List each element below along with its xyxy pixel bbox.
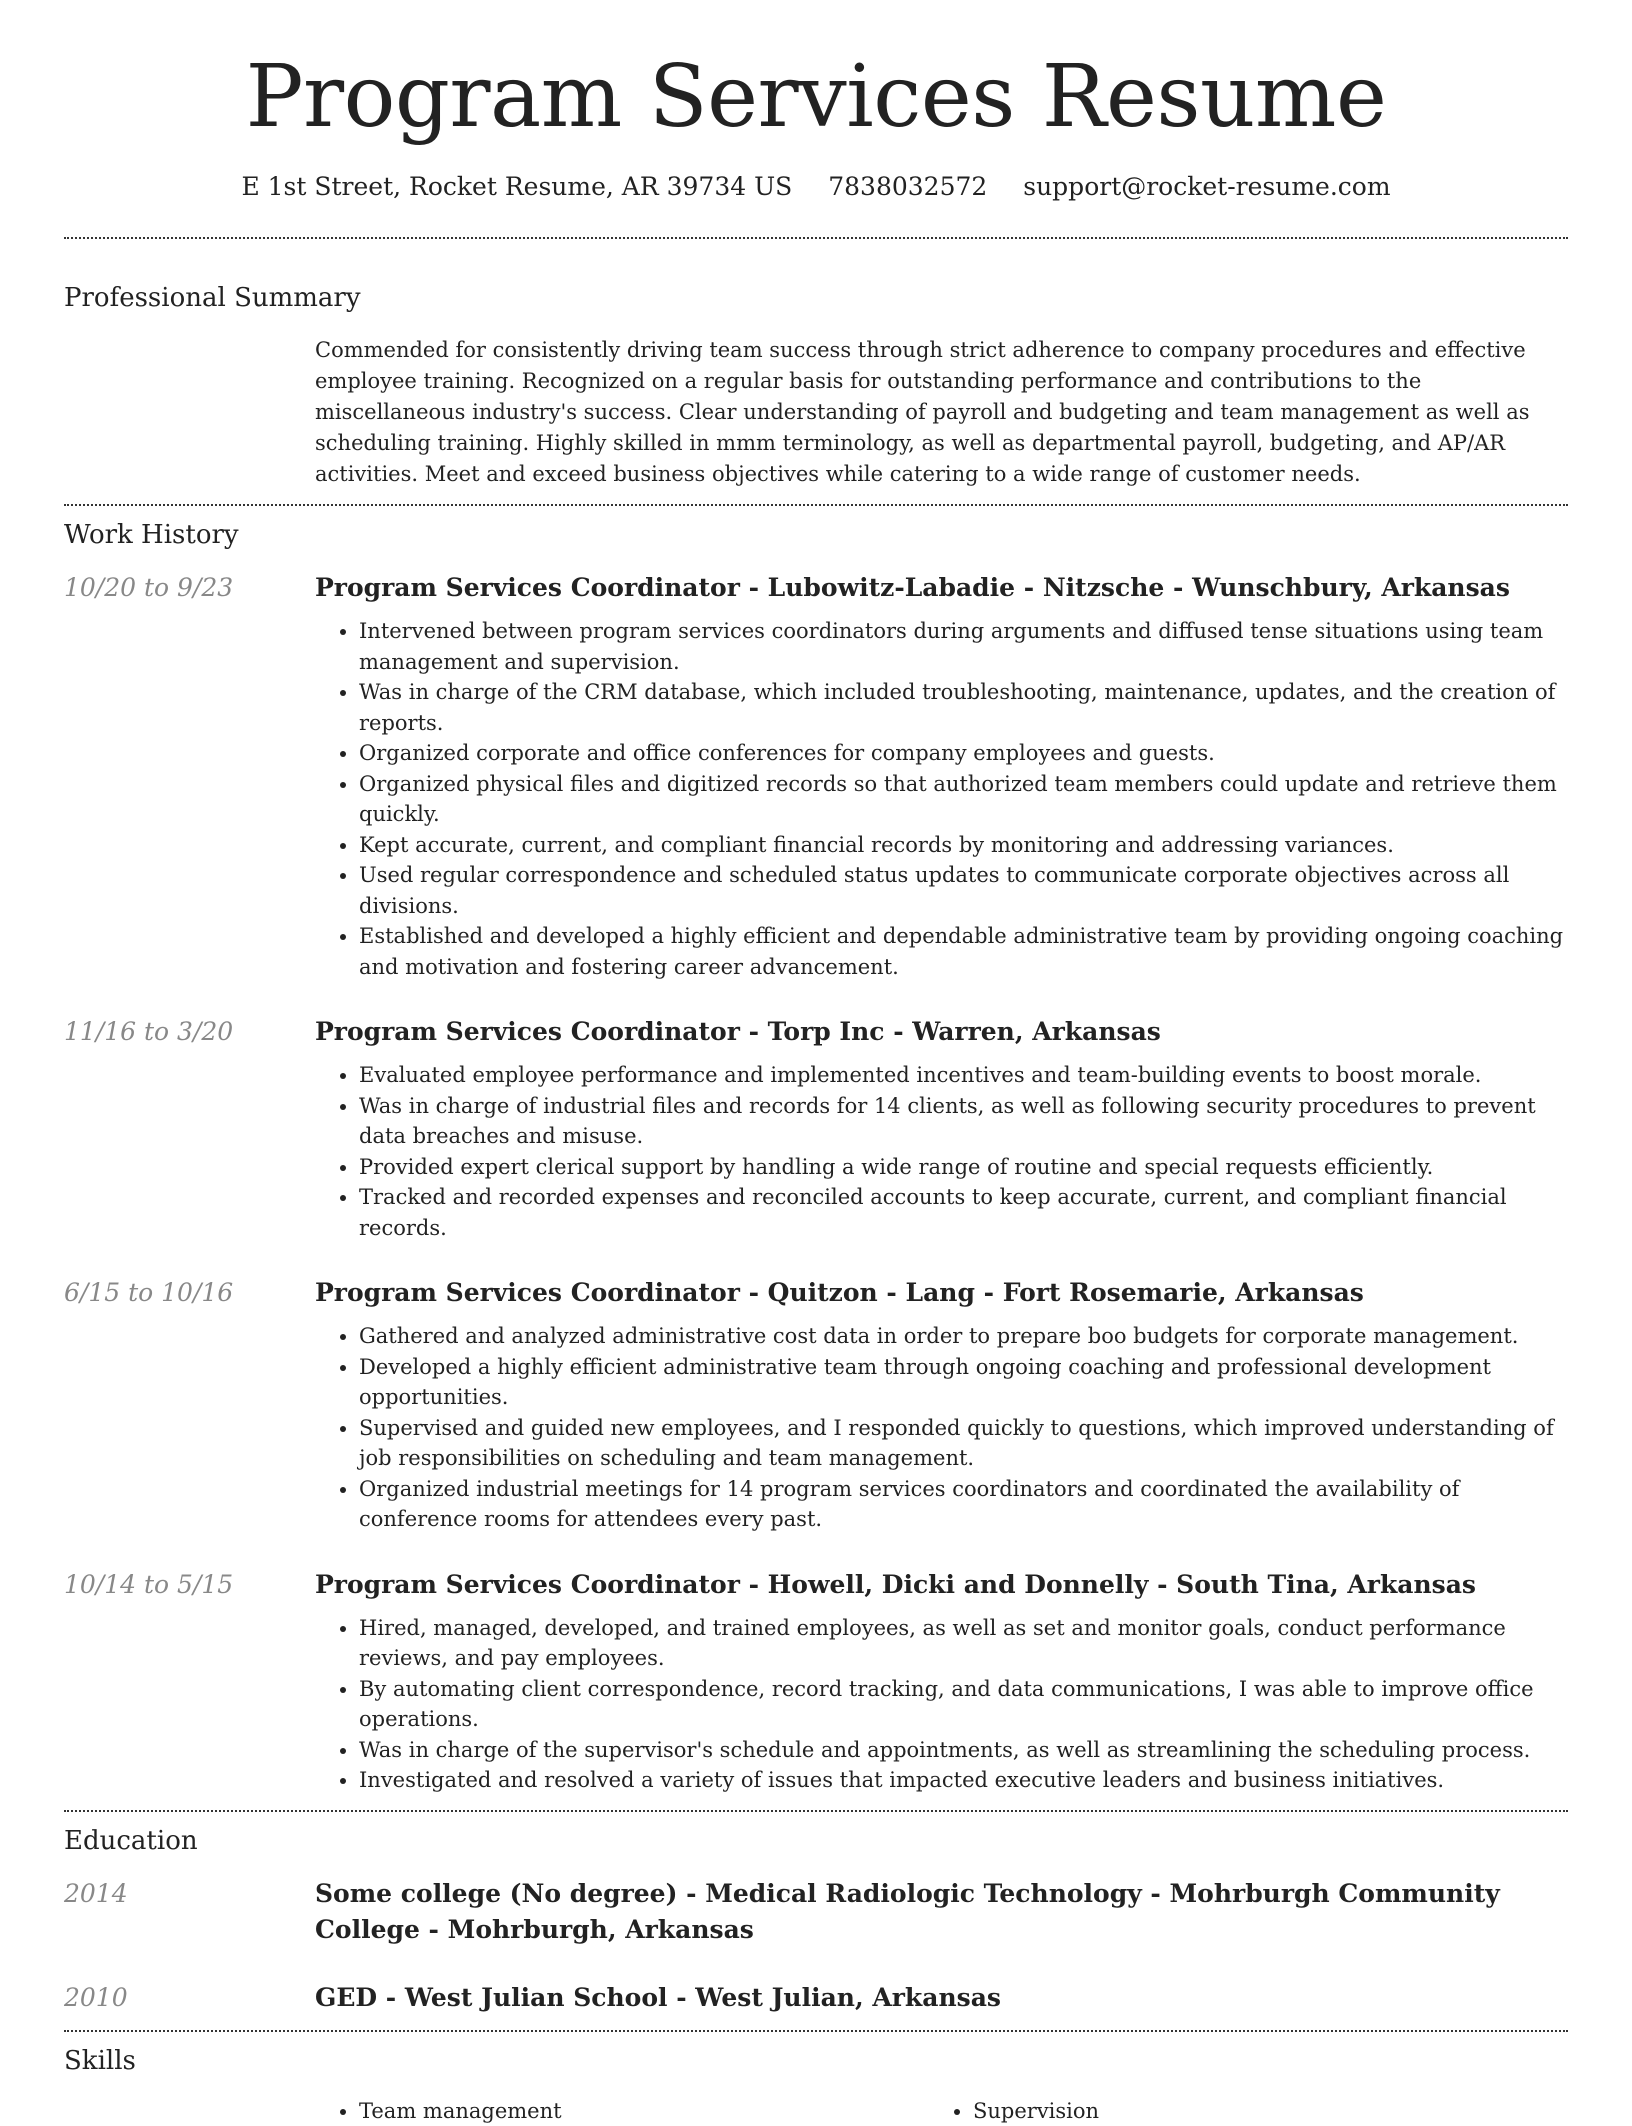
job-dates: 10/20 to 9/23 (64, 573, 234, 602)
job-entry (64, 1014, 1568, 1243)
job-title: Program Services Coordinator - Quitzon - Lang - Fort Rosemarie, Arkansas (315, 1278, 1364, 1307)
list-item: • Organized industrial meetings for 14 program services coordinators and coordinated the availability of conference rooms for attendees every past. (359, 1474, 1568, 1535)
work-history-section (64, 506, 1568, 1796)
summary-section (64, 239, 1568, 490)
skill-item: • Supervision (973, 2096, 1543, 2126)
list-item: • Investigated and resolved a variety of issues that impacted executive leaders and business initiatives. (359, 1765, 1568, 1796)
list-item: • Hired, managed, developed, and trained employees, as well as set and monitor goals, conduct performance reviews, and pay employees. (359, 1613, 1568, 1674)
list-item: • Organized physical files and digitized records so that authorized team members could update and retrieve them quickly. (359, 769, 1568, 830)
skills-section (64, 2032, 1568, 2126)
job-title: Program Services Coordinator - Lubowitz-Labadie - Nitzsche - Wunschbury, Arkansas (315, 573, 1510, 602)
list-item: • Developed a highly efficient administrative team through ongoing coaching and professional development opportunities. (359, 1352, 1568, 1413)
list-item: • Supervised and guided new employees, and I responded quickly to questions, which improved understanding of job responsibilities on scheduling and team management. (359, 1413, 1568, 1474)
section-title-education: Education (64, 1825, 198, 1856)
skills-list-left (315, 2096, 929, 2126)
summary-text: Commended for consistently driving team success through strict adherence to company procedures and effective employee training. Recognized on a regular basis for outstanding performance and contributions to the miscellaneous industry's success. Clear understanding of payroll and budgeting and team management as well as scheduling training. Highly skilled in mmm terminology, as well as departmental payroll, budgeting, and AP/AR activities. Meet and exceed business objectives while catering to a wide range of customer needs. (315, 338, 1530, 486)
list-item: • Used regular correspondence and scheduled status updates to communicate corporate objectives across all divisions. (359, 860, 1568, 921)
list-item: • Tracked and recorded expenses and reconciled accounts to keep accurate, current, and compliant financial records. (359, 1182, 1568, 1243)
education-year: 2014 (64, 1878, 128, 1908)
job-entry (64, 1567, 1568, 1796)
job-bullets (315, 616, 1568, 982)
list-item: • Established and developed a highly efficient and dependable administrative team by providing ongoing coaching and motivation and fostering career advancement. (359, 921, 1568, 982)
list-item: • Gathered and analyzed administrative cost data in order to prepare boo budgets for corporate management. (359, 1321, 1568, 1352)
job-bullets (315, 1613, 1568, 1796)
job-dates: 6/15 to 10/16 (64, 1278, 234, 1307)
job-bullets (315, 1321, 1568, 1535)
job-dates: 10/14 to 5/15 (64, 1569, 234, 1599)
job-title: Program Services Coordinator - Torp Inc - Warren, Arkansas (315, 1017, 1161, 1046)
list-item: • Evaluated employee performance and implemented incentives and team-building events to boost morale. (359, 1060, 1568, 1091)
contact-line (64, 174, 1568, 199)
list-item: • By automating client correspondence, record tracking, and data communications, I was able to improve office operations. (359, 1674, 1568, 1735)
list-item: • Intervened between program services coordinators during arguments and diffused tense situations using team management and supervision. (359, 616, 1568, 677)
list-item: • Kept accurate, current, and compliant financial records by monitoring and addressing variances. (359, 830, 1568, 861)
education-text: Some college (No degree) - Medical Radiologic Technology - Mohrburgh Community College - Mohrburgh, Arkansas (315, 1878, 1500, 1944)
list-item: • Organized corporate and office conferences for company employees and guests. (359, 738, 1568, 769)
list-item: • Provided expert clerical support by handling a wide range of routine and special requests efficiently. (359, 1152, 1568, 1183)
skills-list-right (929, 2096, 1543, 2126)
resume-title: Program Services Resume (245, 47, 1387, 147)
email: support@rocket-resume.com (1023, 172, 1391, 201)
education-entry (64, 1876, 1568, 1948)
list-item: • Was in charge of the CRM database, which included troubleshooting, maintenance, updates, and the creation of reports. (359, 677, 1568, 738)
section-title-work-history: Work History (64, 520, 239, 550)
skill-item: • Team management (359, 2096, 929, 2126)
education-entry (64, 1980, 1568, 2016)
list-item: • Was in charge of industrial files and records for 14 clients, as well as following security procedures to prevent data breaches and misuse. (359, 1091, 1568, 1152)
resume-page (64, 0, 1568, 2126)
job-title: Program Services Coordinator - Howell, Dicki and Donnelly - South Tina, Arkansas (315, 1569, 1477, 1599)
education-year: 2010 (64, 1982, 128, 2012)
job-entry (64, 570, 1568, 982)
education-text: GED - West Julian School - West Julian, Arkansas (315, 1982, 1001, 2012)
list-item: • Was in charge of the supervisor's schedule and appointments, as well as streamlining the scheduling process. (359, 1735, 1568, 1766)
phone: 7838032572 (828, 172, 988, 201)
job-entry (64, 1275, 1568, 1535)
section-title-summary: Professional Summary (64, 283, 361, 313)
job-bullets (315, 1060, 1568, 1243)
job-dates: 11/16 to 3/20 (64, 1017, 234, 1046)
education-section (64, 1812, 1568, 2016)
address: E 1st Street, Rocket Resume, AR 39734 US (241, 172, 793, 201)
section-title-skills: Skills (64, 2045, 136, 2076)
